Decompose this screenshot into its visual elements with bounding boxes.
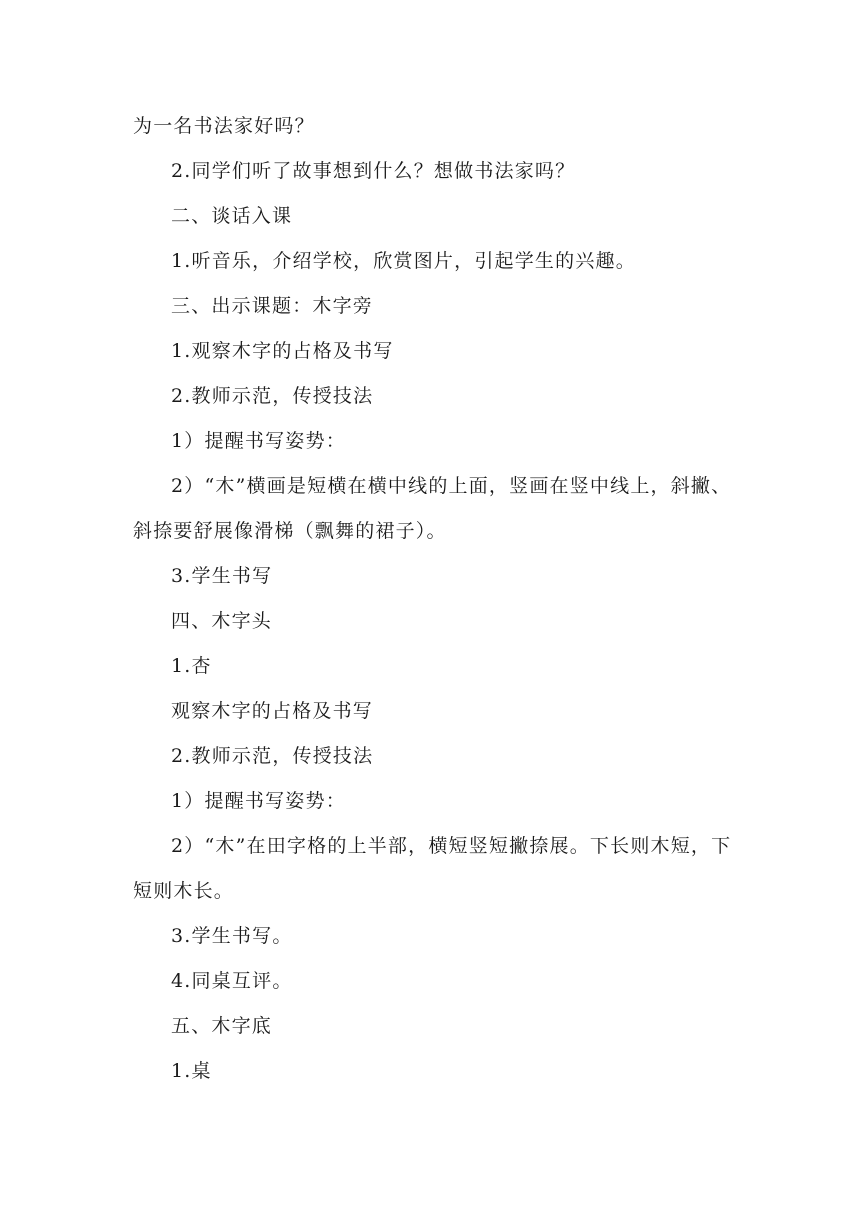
paragraph: 4.同桌互评。 bbox=[171, 970, 293, 992]
paragraph: 2.教师示范，传授技法 bbox=[171, 745, 374, 767]
section-heading: 五、木字底 bbox=[171, 1015, 273, 1037]
section-heading: 三、出示课题：木字旁 bbox=[171, 295, 374, 317]
paragraph: 3.学生书写 bbox=[171, 565, 273, 587]
paragraph: 1.杏 bbox=[171, 655, 212, 677]
section-heading: 二、谈话入课 bbox=[171, 205, 293, 227]
paragraph: 3.学生书写。 bbox=[171, 925, 293, 947]
paragraph: 2.教师示范，传授技法 bbox=[171, 385, 374, 407]
paragraph: 1）提醒书写姿势： bbox=[171, 430, 346, 452]
paragraph: 1）提醒书写姿势： bbox=[171, 790, 346, 812]
paragraph: 1.观察木字的占格及书写 bbox=[171, 340, 394, 362]
document-body bbox=[133, 104, 733, 1094]
paragraph: 1.听音乐，介绍学校，欣赏图片，引起学生的兴趣。 bbox=[171, 250, 636, 272]
paragraph: 2）“木”横画是短横在横中线的上面，竖画在竖中线上，斜撇、斜捺要舒展像滑梯（飘舞的裙子）。 bbox=[133, 475, 732, 542]
paragraph: 2）“木”在田字格的上半部，横短竖短撇捺展。下长则木短，下短则木长。 bbox=[133, 835, 732, 902]
paragraph: 为一名书法家好吗？ bbox=[133, 115, 315, 137]
paragraph: 观察木字的占格及书写 bbox=[171, 700, 374, 722]
section-heading: 四、木字头 bbox=[171, 610, 273, 632]
paragraph: 1.桌 bbox=[171, 1060, 212, 1082]
paragraph: 2.同学们听了故事想到什么？想做书法家吗？ bbox=[171, 160, 576, 182]
